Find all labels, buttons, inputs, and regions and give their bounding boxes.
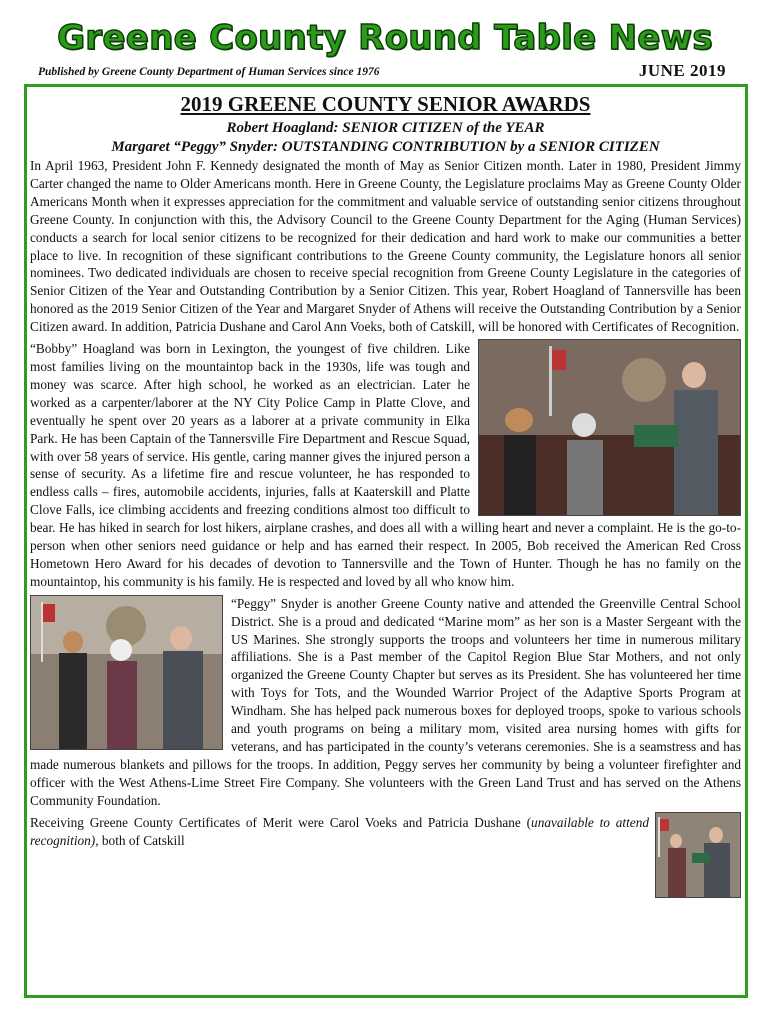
- certificates-note: unavailable to attend recognition): [30, 814, 649, 848]
- article-content: [30, 90, 741, 900]
- article-headline: 2019 GREENE COUNTY SENIOR AWARDS: [180, 92, 591, 116]
- subhead-senior-citizen: Robert Hoagland: SENIOR CITIZEN of the YEAR: [226, 120, 545, 136]
- certificates-photo: [655, 812, 741, 898]
- certificates-lead: Receiving Greene County Certificates of Merit were Carol Voeks and Patricia Dushane (: [30, 814, 532, 830]
- subhead-outstanding-contribution: Margaret “Peggy” Snyder: OUTSTANDING CONTRIBUTION by a SENIOR CITIZEN: [111, 139, 660, 155]
- snyder-paragraph: “Peggy” Snyder is another Greene County native and attended the Greenville Central School District. She is a proud and dedicated “Marine mom” as her son is a Master Sergeant with the US Marines. She strongly supports the troops and volunteers her time in numerous military affiliations. She is a Past member of the Capitol Region Blue Star Mothers, and not only organized the Greene County Chapter but serves as its President. She has volunteered her time with Toys for Tots, and the Wounded Warrior Project of the Adaptive Sports Program at Windham. She has helped pack numerous boxes for deployed troops, spoke to various schools and youth programs on being a military mom, visited area nursing homes with gifts for veterans, and has participated in the county’s veterans ceremonies. She is a seamstress and has made numerous blankets and pillows for the troops. In addition, Peggy serves her community by being a volunteer firefighter and officer with the West Athens-Lime Street Fire Company. She volunteers with the Green Land Trust and has served on the Athens Community Foundation.: [30, 595, 741, 808]
- intro-paragraph: In April 1963, President John F. Kennedy designated the month of May as Senior Citizen month. Later in 1980, President Jimmy Carter changed the name to Older Americans month. Here in Greene County, the Legislature proclaims May as Greene County Older Americans Month when it expresses appreciation for the commitment and valuable service of outstanding senior citizens throughout Greene County. In conjunction with this, the Advisory Council to the Greene County Department for the Aging (Human Services) conducts a search for local senior citizens to be recognized for their dedication and hard work to make our communities a better place to live. In recognition of these significant contributions to the Greene County community, the Legislature honors all senior nominees. Two dedicated individuals are chosen to receive special recognition from Greene County Legislature in the categories of Senior Citizen of the Year and Outstanding Contribution by a Senior Citizen. This year, Robert Hoagland of Tannersville has been honored as the 2019 Senior Citizen of the Year and Margaret Snyder of Athens will receive the Outstanding Contribution by a Senior Citizen award. In addition, Patricia Dushane and Carol Ann Voeks, both of Catskill, will be honored with Certificates of Recognition.: [30, 158, 741, 335]
- certificates-paragraph: [30, 814, 741, 850]
- hoagland-award-photo: [478, 339, 741, 516]
- issue-date: JUNE 2019: [638, 61, 726, 80]
- masthead-title: Greene County Round Table News: [57, 18, 713, 58]
- certificates-tail: , both of Catskill: [95, 832, 185, 848]
- snyder-award-photo: [30, 595, 223, 750]
- hoagland-paragraph: “Bobby” Hoagland was born in Lexington, the youngest of five children. Like most families living on the mountaintop back in the 1930s, life was tough and money was scarce. After high school, he worked as an electrician. Later he worked as a carpenter/laborer at the NY City Police Camp in Platte Clove, and eventually he spent over 20 years as a laborer at a private community in Elka Park. He has been Captain of the Tannersville Fire Department and Rescue Squad, with over 58 years of service. His gentle, caring manner gives the injured person a sense of security. As a lifetime fire and rescue volunteer, he has responded to endless calls – fires, automobile accidents, injuries, falls at Kaaterskill and Platte Clove Falls, ice climbing accidents and freezing conditions almost too difficult to bear. He has hiked in search for lost hikers, airplane crashes, and does all with a willing heart and never a complaint. He is the go-to-person when other seniors need guidance or help and has earned their respect. In 2005, Bob received the American Red Cross Hometown Hero Award for his decades of devotion to Tannersville and the Town of Hunter. Though he has no family on the mountaintop, his community is his family. He is respected and loved by all who know him.: [30, 341, 741, 589]
- publisher-line: Published by Greene County Department of Human Services since 1976: [38, 66, 380, 78]
